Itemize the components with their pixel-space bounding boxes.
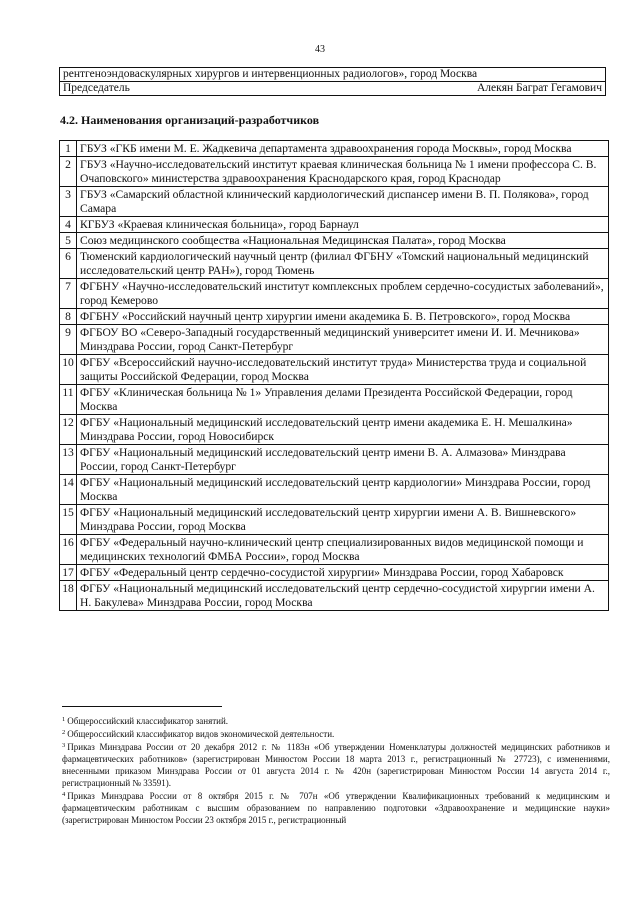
organization-name: ГБУЗ «Научно-исследовательский институт краевая клиническая больница № 1 имени профессора С. В. Очаповского» министерства здравоохранения Краснодарского края, город Краснодар [77,157,609,187]
table-row [60,309,609,325]
chair-name: Алекян Баграт Гегамович [255,82,606,96]
row-number: 16 [60,535,77,565]
table-row [60,505,609,535]
organization-name: ФГБНУ «Российский научный центр хирургии имени академика Б. В. Петровского», город Москва [77,309,609,325]
table-row [60,385,609,415]
row-number: 2 [60,157,77,187]
organization-name: ФГБУ «Клиническая больница № 1» Управления делами Президента Российской Федерации, город Москва [77,385,609,415]
row-number: 5 [60,233,77,249]
table-row [60,141,609,157]
organization-name: ФГБУ «Федеральный научно-клинический центр специализированных видов медицинской помощи и медицинских технологий ФМБА России», город Москва [77,535,609,565]
row-number: 17 [60,565,77,581]
table-row [60,581,609,611]
footnote-text: Приказ Минздрава России от 20 декабря 2012 г. № 1183н «Об утверждении Номенклатуры должностей медицинских работников и фармацевтических работников» (зарегистрирован Минюстом России 18 марта 2013 г., регистрационный № 27723), с изменениями, внесенными приказом Минздрава России от 01 августа 2014 г. № 420н (зарегистрирован Минюстом России 14 августа 2014 г., регистрационный № 33591). [62,742,610,788]
table-row [60,233,609,249]
footnote [62,727,610,740]
organization-name: Тюменский кардиологический научный центр (филиал ФГБНУ «Томский национальный медицинский исследовательский центр РАН»), город Тюмень [77,249,609,279]
footnote-text: Общероссийский классификатор занятий. [67,716,229,726]
organization-name: ФГБУ «Федеральный центр сердечно-сосудистой хирургии» Минздрава России, город Хабаровск [77,565,609,581]
table-row [60,565,609,581]
organization-name: ФГБУ «Национальный медицинский исследовательский центр имени академика Е. Н. Мешалкина» Минздрава России, город Новосибирск [77,415,609,445]
footnote [62,714,610,727]
row-number: 4 [60,217,77,233]
footnote-text: Приказ Минздрава России от 8 октября 2015 г. № 707н «Об утверждении Квалификационных требований к медицинским и фармацевтическим работникам с высшим образованием по направлению подготовки «Здравоохранение и медицинские науки» (зарегистрирован Минюстом России 23 октября 2015 г., регистрационный [62,791,610,825]
organization-name: ФГБУ «Национальный медицинский исследовательский центр имени В. А. Алмазова» Минздрава России, город Санкт-Петербург [77,445,609,475]
row-number: 14 [60,475,77,505]
organization-name: ГБУЗ «ГКБ имени М. Е. Жадкевича департамента здравоохранения города Москвы», город Москва [77,141,609,157]
row-number: 18 [60,581,77,611]
row-number: 15 [60,505,77,535]
organizations-table-body [60,141,609,611]
table-row [60,535,609,565]
table-row [60,445,609,475]
organization-name: ГБУЗ «Самарский областной клинический кардиологический диспансер имени В. П. Полякова», город Самара [77,187,609,217]
footnote-text: Общероссийский классификатор видов экономической деятельности. [67,729,335,739]
row-number: 13 [60,445,77,475]
table-row [60,325,609,355]
footnote-mark: 3 [62,742,66,749]
row-number: 1 [60,141,77,157]
row-number: 10 [60,355,77,385]
table-row [60,157,609,187]
row-number: 9 [60,325,77,355]
footnote [62,789,610,826]
organization-name: ФГБУ «Национальный медицинский исследовательский центр хирургии имени А. В. Вишневского» Минздрава России, город Москва [77,505,609,535]
table-row [60,475,609,505]
section-heading: 4.2. Наименования организаций-разработчиков [60,113,320,127]
continued-table [59,67,606,96]
continued-row [60,68,606,82]
continued-text: рентгеноэндоваскулярных хирургов и интервенционных радиологов», город Москва [60,68,606,82]
table-row [60,187,609,217]
organization-name: ФГБУ «Всероссийский научно-исследовательский институт труда» Министерства труда и социальной защиты Российской Федерации, город Москва [77,355,609,385]
organization-name: ФГБУ «Национальный медицинский исследовательский центр сердечно-сосудистой хирургии имени А. Н. Бакулева» Минздрава России, город Москва [77,581,609,611]
table-row [60,415,609,445]
organization-name: ФГБУ «Национальный медицинский исследовательский центр кардиологии» Минздрава России, город Москва [77,475,609,505]
row-number: 6 [60,249,77,279]
footnote-mark: 4 [62,791,66,798]
footnote [62,740,610,789]
footnotes [62,714,610,826]
table-row [60,217,609,233]
row-number: 12 [60,415,77,445]
organization-name: ФГБНУ «Научно-исследовательский институт комплексных проблем сердечно-сосудистых заболеваний», город Кемерово [77,279,609,309]
row-number: 3 [60,187,77,217]
organization-name: Союз медицинского сообщества «Национальная Медицинская Палата», город Москва [77,233,609,249]
organization-name: КГБУЗ «Краевая клиническая больница», город Барнаул [77,217,609,233]
footnote-mark: 1 [62,716,66,723]
organization-name: ФГБОУ ВО «Северо-Западный государственный медицинский университет имени И. И. Мечникова» Минздрава России, город Санкт-Петербург [77,325,609,355]
table-row [60,279,609,309]
row-number: 8 [60,309,77,325]
footnote-mark: 2 [62,729,66,736]
table-row [60,355,609,385]
row-number: 7 [60,279,77,309]
chair-row [60,82,606,96]
page-number: 43 [315,44,325,55]
footnote-divider [62,706,222,707]
chair-label: Председатель [60,82,255,96]
organizations-table [59,140,609,611]
table-row [60,249,609,279]
row-number: 11 [60,385,77,415]
